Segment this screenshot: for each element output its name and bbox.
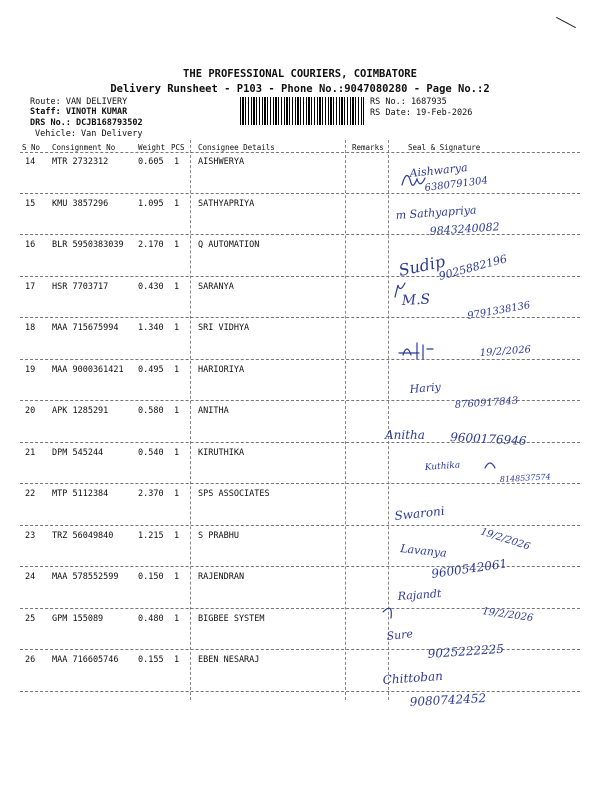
cell-sno: 23: [25, 530, 36, 541]
signature-phone: 6380791304: [424, 175, 489, 194]
cell-consignee: BIGBEE SYSTEM: [198, 613, 265, 624]
cell-consignee: AISHWERYA: [198, 157, 245, 167]
cell-pcs: 1: [174, 655, 180, 665]
cell-consignee: SARANYA: [198, 281, 234, 292]
cell-pcs: 1: [174, 364, 180, 375]
cell-consignment-no: GPM 155089: [52, 613, 104, 624]
cell-weight: 0.480: [138, 613, 164, 624]
company-title: THE PROFESSIONAL COURIERS, COIMBATORE: [183, 68, 417, 80]
cell-weight: 2.170: [138, 240, 164, 250]
cell-pcs: 1: [174, 447, 180, 458]
rs-number: RS No.: 1687935: [370, 97, 447, 107]
cell-consignment-no: TRZ 56049840: [52, 530, 114, 541]
signature-phone: 9025222225: [427, 641, 505, 661]
vehicle-label: Vehicle: Van Delivery: [35, 129, 143, 139]
signature-phone: 9791338136: [466, 300, 532, 322]
signature-name: Hariy: [409, 380, 442, 396]
cell-pcs: 1: [174, 613, 180, 624]
cell-pcs: 1: [174, 240, 180, 250]
cell-consignment-no: HSR 7703717: [52, 281, 109, 292]
signature-phone: 9025882196: [437, 252, 509, 283]
cell-consignee: EBEN NESARAJ: [198, 655, 260, 665]
signature-name: m Sathyapriya: [395, 203, 477, 222]
signature-phone: 9843240082: [429, 220, 501, 238]
cell-consignee: SPS ASSOCIATES: [198, 489, 270, 499]
signature-name: Sudip: [396, 251, 447, 280]
col-sno: S No: [22, 143, 41, 152]
cell-pcs: 1: [174, 406, 180, 416]
cell-sno: 14: [25, 157, 36, 167]
cell-sno: 15: [25, 198, 36, 209]
cell-weight: 0.605: [138, 157, 164, 167]
runsheet-title: Delivery Runsheet - P103 - Phone No.:9047080280 - Page No.:2: [110, 83, 490, 95]
cell-consignment-no: MTR 2732312: [52, 157, 109, 167]
signature-name: Aishwarya: [408, 160, 469, 180]
signature-name: Swaroni: [393, 503, 446, 523]
cell-consignee: RAJENDRAN: [198, 572, 245, 582]
cell-sno: 18: [25, 323, 36, 333]
signature-name: Rajandt: [397, 586, 442, 603]
cell-weight: 1.095: [138, 198, 164, 209]
cell-weight: 1.215: [138, 530, 164, 541]
col-consignment: Consignment No: [52, 143, 116, 152]
cell-consignment-no: APK 1285291: [52, 406, 109, 416]
drs-label: DRS No.: DCJB168793502: [30, 118, 143, 128]
signature-phone: 8760917843: [454, 395, 519, 411]
cell-weight: 0.150: [138, 572, 164, 582]
cell-sno: 24: [25, 572, 36, 582]
cell-weight: 0.155: [138, 655, 164, 665]
cell-pcs: 1: [174, 530, 180, 541]
cell-sno: 20: [25, 406, 36, 416]
cell-pcs: 1: [174, 281, 180, 292]
cell-consignee: Q AUTOMATION: [198, 240, 260, 250]
cell-sno: 17: [25, 281, 36, 292]
cell-weight: 0.430: [138, 281, 164, 292]
signature-name: Anitha: [385, 428, 425, 442]
rs-date: RS Date: 19-Feb-2026: [370, 108, 473, 118]
cell-pcs: 1: [174, 572, 180, 582]
col-remarks: Remarks: [352, 143, 384, 152]
signature-phone: 8148537574: [499, 472, 551, 484]
cell-consignment-no: KMU 3857296: [52, 198, 109, 209]
cell-sno: 16: [25, 240, 36, 250]
cell-sno: 25: [25, 613, 36, 624]
col-seal-signature: Seal & Signature: [408, 143, 481, 152]
cell-consignee: KIRUTHIKA: [198, 447, 245, 458]
cell-weight: 0.580: [138, 406, 164, 416]
cell-consignment-no: MAA 715675994: [52, 323, 119, 333]
signature-date: 19/2/2026: [479, 526, 532, 553]
signature-name: Lavanya: [399, 542, 448, 560]
cell-pcs: 1: [174, 198, 180, 209]
cell-consignment-no: MAA 9000361421: [52, 364, 124, 375]
cell-consignment-no: DPM 545244: [52, 447, 104, 458]
cell-sno: 26: [25, 655, 36, 665]
cell-consignee: SATHYAPRIYA: [198, 198, 255, 209]
cell-consignment-no: MTP 5112384: [52, 489, 109, 499]
cell-consignee: HARIORIYA: [198, 364, 245, 375]
cell-pcs: 1: [174, 323, 180, 333]
cell-consignment-no: MAA 716605746: [52, 655, 119, 665]
cell-sno: 22: [25, 489, 36, 499]
cell-weight: 0.495: [138, 364, 164, 375]
cell-consignment-no: MAA 578552599: [52, 572, 119, 582]
signature-phone: 9600176946: [449, 430, 527, 448]
cell-consignee: SRI VIDHYA: [198, 323, 250, 333]
cell-weight: 1.340: [138, 323, 164, 333]
signature-mark: [399, 343, 433, 359]
signature-mark: [383, 608, 391, 618]
cell-weight: 2.370: [138, 489, 164, 499]
signature-name: M.S: [401, 291, 431, 309]
cell-pcs: 1: [174, 157, 180, 167]
cell-consignment-no: BLR 5950383039: [52, 240, 124, 250]
signature-phone: 9600542061: [430, 556, 509, 581]
signature-date: 19/2/2026: [479, 344, 532, 359]
col-weight: Weight: [138, 143, 166, 152]
cell-pcs: 1: [174, 489, 180, 499]
cell-weight: 0.540: [138, 447, 164, 458]
signature-name: Kuthika: [424, 460, 461, 473]
signature-name: Sure: [385, 627, 414, 643]
col-consignee: Consignee Details: [198, 143, 275, 152]
signature-date: 19/2/2026: [481, 606, 534, 625]
col-pcs: PCS: [171, 143, 185, 152]
signature-phone: 9080742452: [409, 691, 487, 709]
route-label: Route: VAN DELIVERY: [30, 97, 128, 107]
cell-sno: 19: [25, 364, 36, 375]
cell-consignee: ANITHA: [198, 406, 229, 416]
signature-name: Chittoban: [382, 668, 444, 687]
cell-sno: 21: [25, 447, 36, 458]
cell-consignee: S PRABHU: [198, 530, 239, 541]
signature-mark: [485, 463, 495, 468]
staff-label: Staff: VINOTH KUMAR: [30, 107, 128, 117]
